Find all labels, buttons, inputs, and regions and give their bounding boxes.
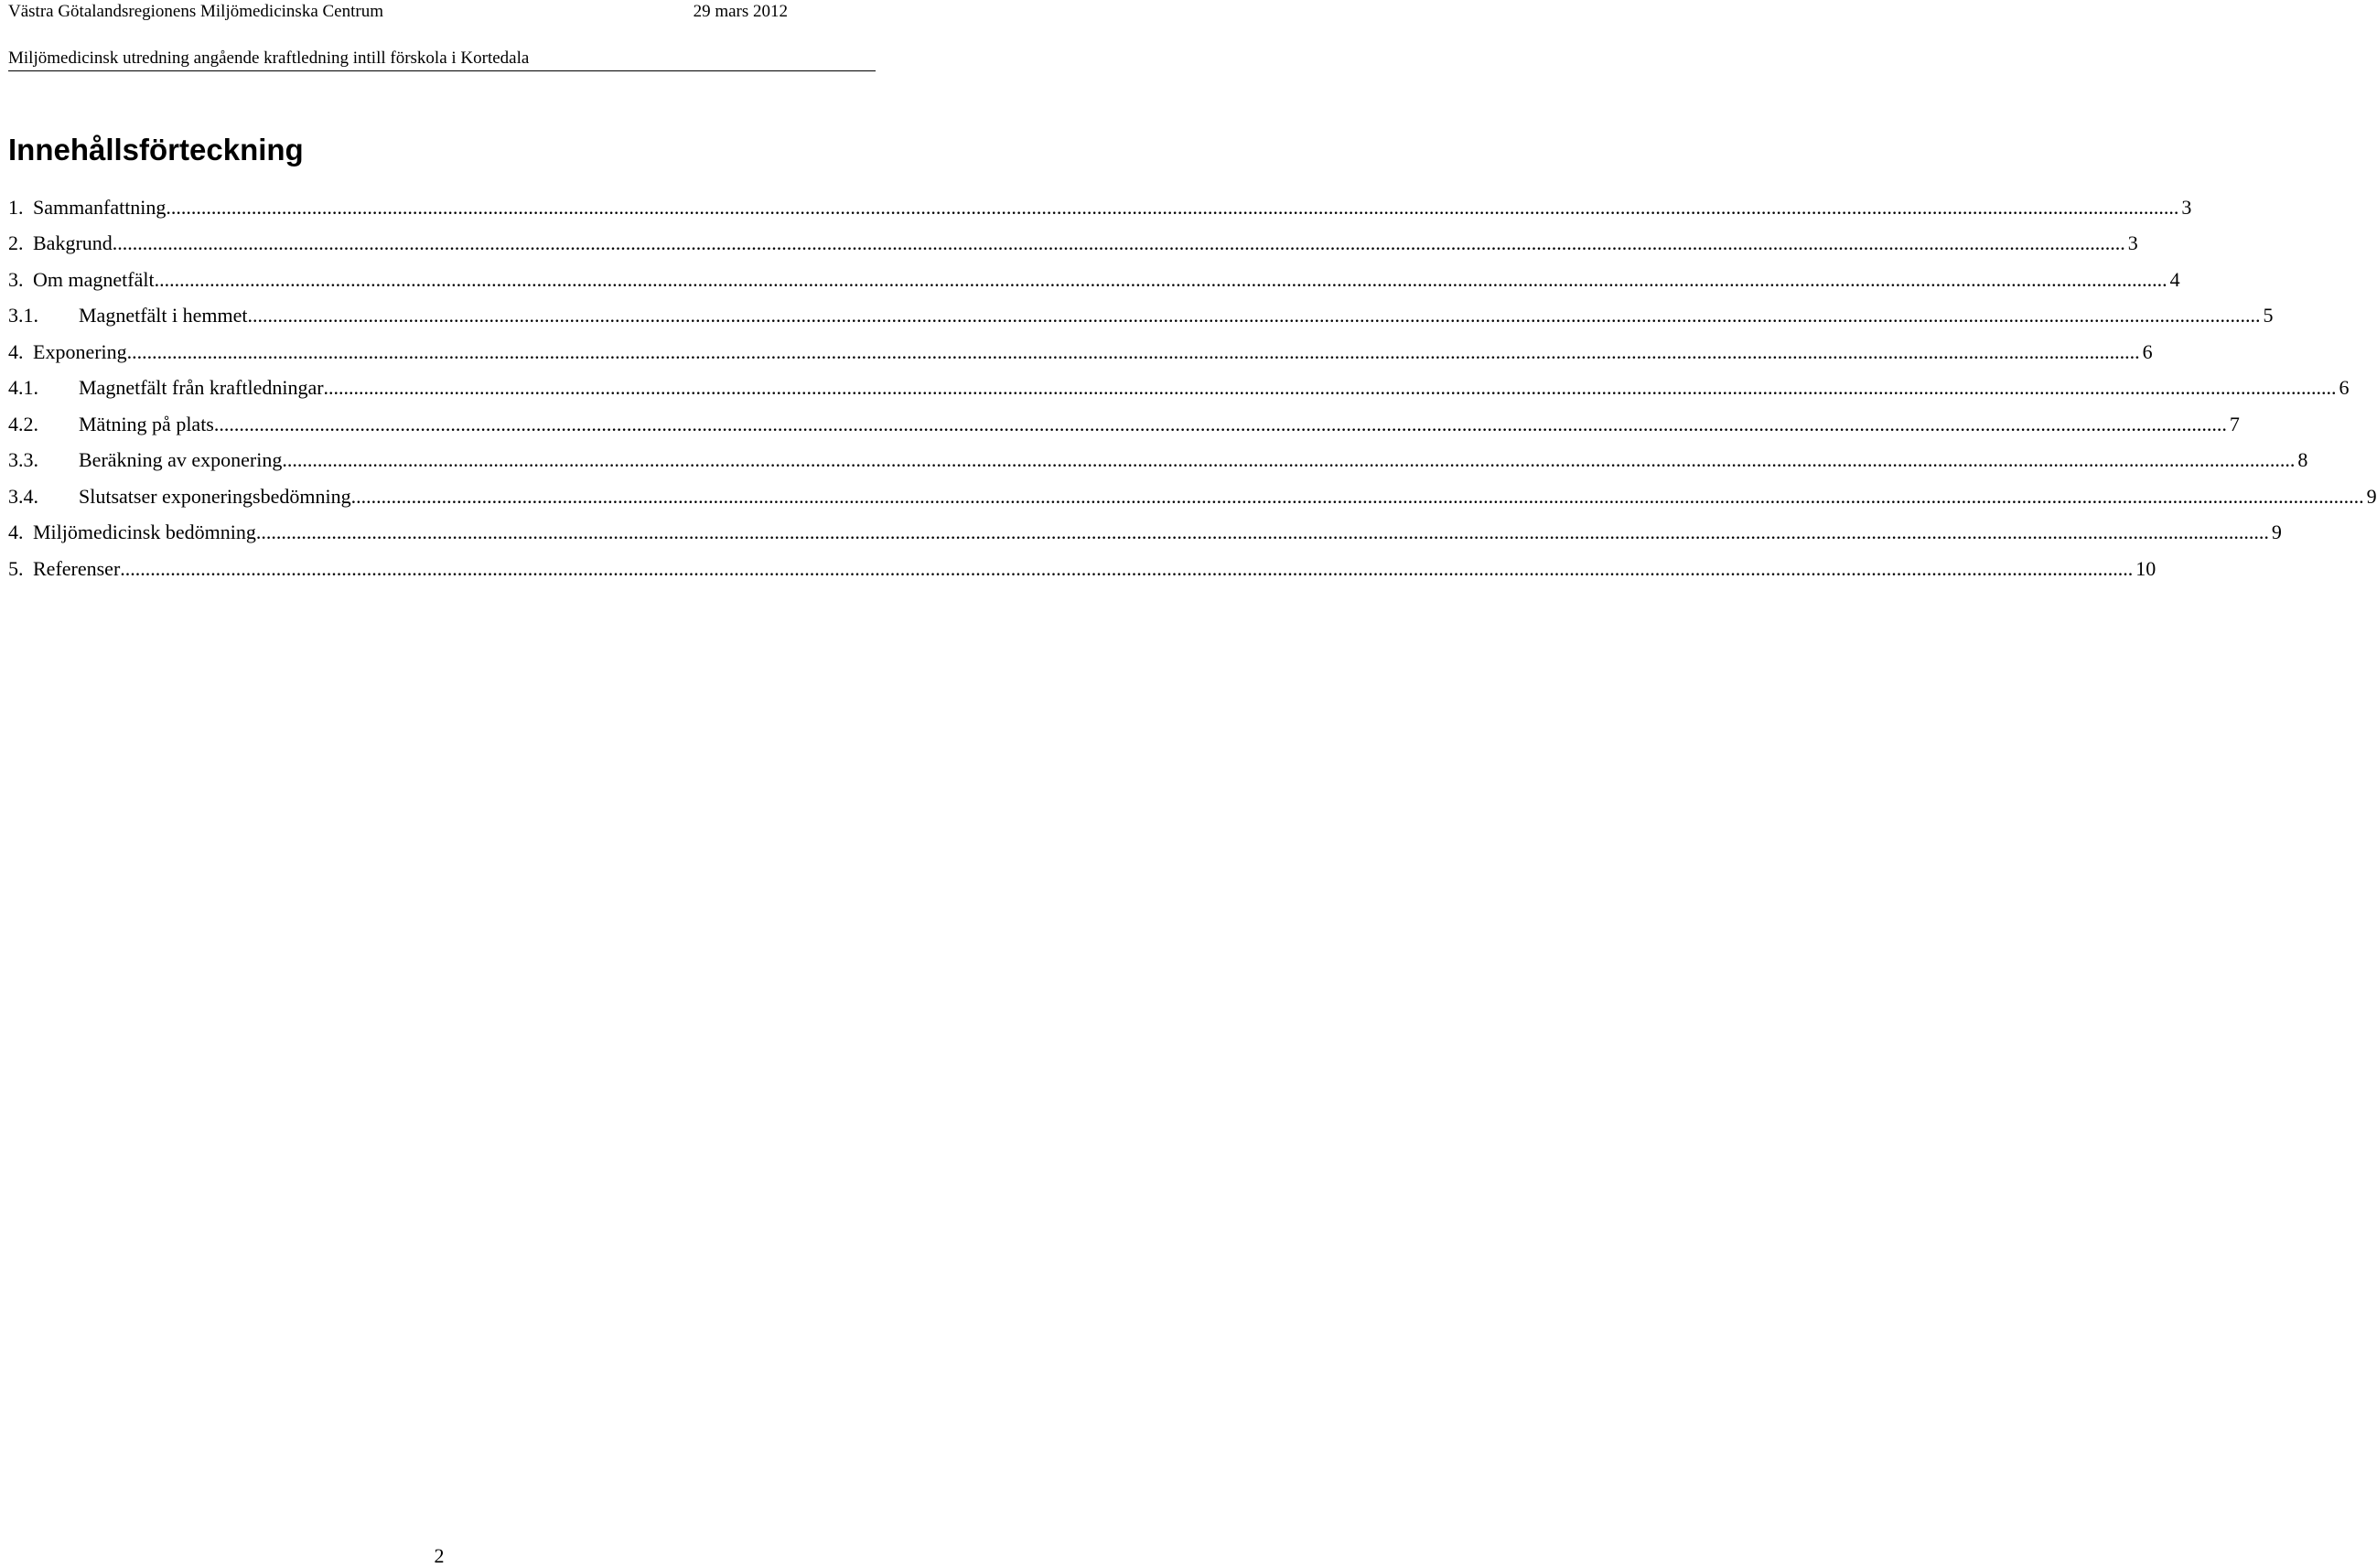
toc-entry[interactable] [8,446,2308,474]
toc-entry[interactable] [8,266,2180,294]
toc-entry[interactable] [8,338,2153,366]
toc-dot-leader: ................................................................................................................................................................................................................................................................................................................................................................................................................ [112,231,2125,254]
toc-dot-leader: ................................................................................................................................................................................................................................................................................................................................................................................................................ [247,304,2261,327]
toc-entry-number: 3.3. [8,448,38,471]
toc-entry-title: Miljömedicinsk bedömning [33,521,256,543]
toc-dot-leader: ................................................................................................................................................................................................................................................................................................................................................................................................................ [213,413,2227,435]
toc-entry-page: 9 [2271,521,2282,543]
toc-entry-number: 3.4. [8,485,38,508]
toc-entry[interactable] [8,411,2240,438]
toc-entry-number: 4.1. [8,376,38,399]
toc-entry-number: 4. [8,521,24,543]
toc-entry-title: Referenser [33,557,121,580]
toc-entry-number: 3. [8,268,24,291]
toc-dot-leader: ................................................................................................................................................................................................................................................................................................................................................................................................................ [166,196,2179,219]
toc-entry[interactable] [8,302,2274,329]
toc-entry-page: 3 [2127,231,2138,254]
toc-entry-title: Magnetfält i hemmet [79,304,248,327]
toc-dot-leader: ................................................................................................................................................................................................................................................................................................................................................................................................................ [282,448,2296,471]
header-top-line [8,2,876,22]
toc-entry-number: 1. [8,196,24,219]
toc-dot-leader: ................................................................................................................................................................................................................................................................................................................................................................................................................ [126,340,2140,363]
toc-entry-page: 3 [2181,196,2192,219]
toc-entry-title: Bakgrund [33,231,113,254]
toc-entry[interactable] [8,483,2377,510]
toc-entry-number: 5. [8,557,24,580]
toc-entry-page: 6 [2142,340,2153,363]
toc-entry[interactable] [8,374,2350,402]
toc-entry-title: Magnetfält från kraftledningar [79,376,324,399]
toc-entry-title: Om magnetfält [33,268,155,291]
toc-entry-number: 4. [8,340,24,363]
toc-entry-title: Sammanfattning [33,196,167,219]
toc-entry-title: Exponering [33,340,127,363]
toc-entry-page: 4 [2169,268,2180,291]
toc-dot-leader: ................................................................................................................................................................................................................................................................................................................................................................................................................ [350,485,2364,508]
toc-entry[interactable] [8,555,2157,583]
toc-dot-leader: ................................................................................................................................................................................................................................................................................................................................................................................................................ [323,376,2337,399]
toc-entry-title: Beräkning av exponering [79,448,283,471]
toc-entry-title: Slutsatser exponeringsbedömning [79,485,351,508]
header-organization: Västra Götalandsregionens Miljömedicinska Centrum [8,2,383,21]
toc-entry-page: 7 [2229,413,2240,435]
page-number: 2 [434,1544,445,1567]
toc-entry-page: 9 [2366,485,2377,508]
toc-entry-number: 4.2. [8,413,38,435]
toc-entry-number: 2. [8,231,24,254]
toc-entry[interactable] [8,519,2282,546]
header-date: 29 mars 2012 [693,2,788,21]
toc-entry-page: 10 [2135,557,2157,580]
toc-heading: Innehållsförteckning [8,133,304,166]
toc-entry[interactable] [8,194,2192,221]
toc-entry-page: 8 [2297,448,2308,471]
toc-dot-leader: ................................................................................................................................................................................................................................................................................................................................................................................................................ [154,268,2167,291]
toc-entry[interactable] [8,230,2138,257]
header-report-title: Miljömedicinsk utredning angående kraftledning intill förskola i Kortedala [8,48,530,68]
header-divider [8,70,876,71]
toc-entry-page: 5 [2263,304,2274,327]
toc-entry-title: Mätning på plats [79,413,214,435]
toc-dot-leader: ................................................................................................................................................................................................................................................................................................................................................................................................................ [255,521,2269,543]
toc-entry-page: 6 [2339,376,2350,399]
toc-dot-leader: ................................................................................................................................................................................................................................................................................................................................................................................................................ [120,557,2134,580]
toc-entry-number: 3.1. [8,304,38,327]
